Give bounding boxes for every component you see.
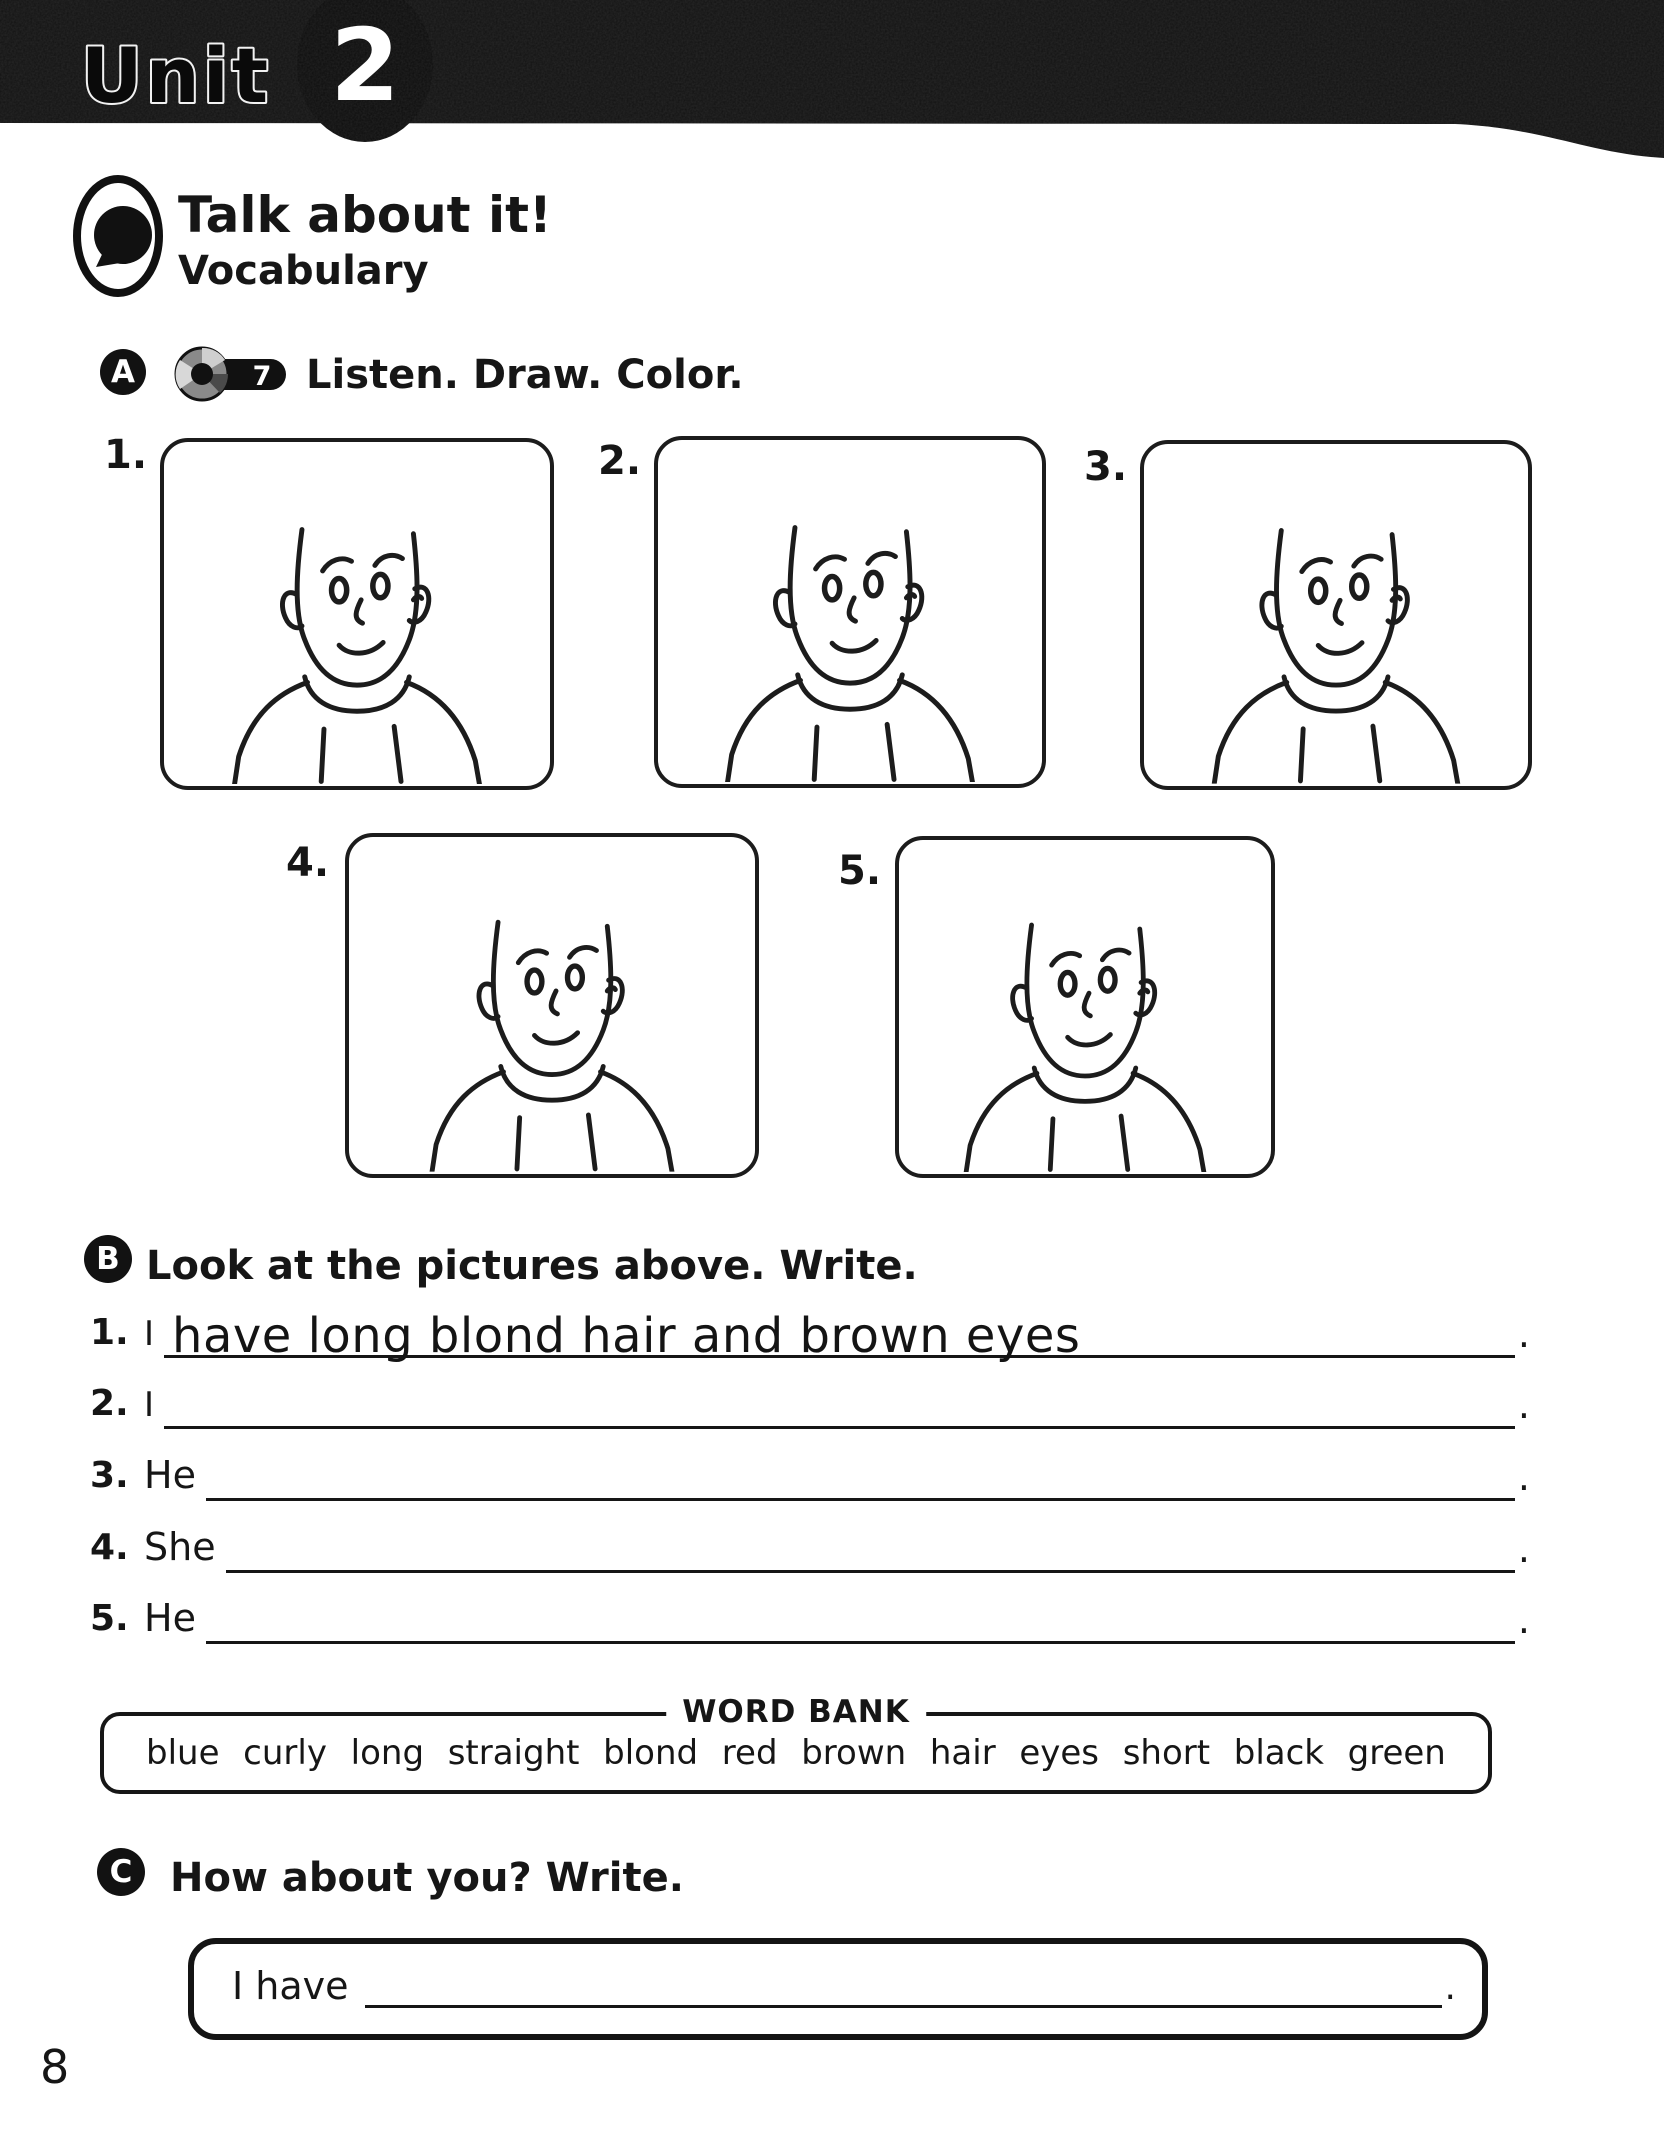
answer-rule [206, 1452, 1515, 1501]
line-number: 1. [90, 1312, 129, 1353]
draw-frame-5 [895, 836, 1275, 1178]
bald-face-drawing [206, 509, 509, 784]
draw-frame-2 [654, 436, 1046, 788]
answer-rule [365, 1995, 1442, 2008]
answer-rule [164, 1380, 1515, 1429]
line-period: . [1444, 1967, 1456, 2008]
word-bank-word: red [721, 1733, 778, 1773]
line-prefix: He [144, 1596, 196, 1640]
page-title: Talk about it! [178, 186, 552, 244]
word-bank-word: blond [603, 1733, 699, 1773]
speech-bubble-icon [70, 172, 166, 302]
answer-rule [164, 1308, 1515, 1364]
page-subtitle: Vocabulary [178, 248, 429, 294]
section-c-instructions: How about you? Write. [170, 1855, 684, 1901]
word-bank-word: green [1347, 1733, 1446, 1773]
word-bank-word: brown [801, 1733, 907, 1773]
word-bank-title: WORD BANK [666, 1694, 926, 1730]
word-bank-word: straight [447, 1733, 580, 1773]
line-period: . [1517, 1527, 1530, 1571]
unit-label: Unit [80, 31, 272, 120]
line-period: . [1517, 1383, 1530, 1427]
frame-number: 4. [286, 840, 330, 886]
word-bank-word: black [1233, 1733, 1324, 1773]
line-number: 3. [90, 1455, 129, 1496]
line-prefix: She [144, 1525, 216, 1569]
unit-number: 2 [330, 7, 400, 124]
line-period: . [1517, 1312, 1530, 1356]
line-prefix: He [144, 1453, 196, 1497]
answer-prompt: I have [232, 1964, 349, 2008]
answer-rule [226, 1524, 1515, 1573]
draw-frame-3 [1140, 440, 1532, 790]
write-line-3 [90, 1455, 1530, 1501]
page-number: 8 [40, 2040, 70, 2094]
frame-number: 2. [598, 438, 642, 484]
word-bank-word: blue [146, 1733, 220, 1773]
section-b-instructions: Look at the pictures above. Write. [146, 1243, 918, 1289]
draw-frame-4 [345, 833, 759, 1178]
word-bank-word: long [350, 1733, 425, 1773]
track-number: 7 [252, 361, 272, 392]
bald-face-drawing [938, 905, 1232, 1172]
bald-face-drawing [1186, 510, 1487, 784]
line-period: . [1517, 1455, 1530, 1499]
line-number: 5. [90, 1598, 129, 1639]
answer-box [188, 1938, 1488, 2040]
word-bank-word: curly [243, 1733, 327, 1773]
section-c-badge: C [97, 1848, 145, 1896]
bald-face-drawing [699, 507, 1002, 782]
line-period: . [1517, 1598, 1530, 1642]
write-line-4 [90, 1527, 1530, 1573]
frame-number: 1. [104, 432, 148, 478]
draw-frame-1 [160, 438, 554, 790]
bald-face-drawing [404, 902, 701, 1172]
word-bank-word: hair [929, 1733, 996, 1773]
line-prefix: I [144, 1385, 155, 1425]
unit-banner [0, 0, 1664, 175]
line-prefix: I [144, 1314, 155, 1354]
section-b-badge: B [84, 1235, 132, 1283]
write-line-5 [90, 1598, 1530, 1644]
word-bank-word: short [1122, 1733, 1211, 1773]
answer-rule [206, 1595, 1515, 1644]
handwritten-answer: have long blond hair and brown eyes [172, 1308, 1081, 1364]
section-a-instructions: Listen. Draw. Color. [306, 352, 744, 398]
frame-number: 3. [1084, 444, 1128, 490]
write-line-2 [90, 1383, 1530, 1429]
write-line-1 [90, 1308, 1530, 1364]
cd-icon [174, 346, 288, 402]
line-number: 2. [90, 1383, 129, 1424]
line-number: 4. [90, 1527, 129, 1568]
word-bank-word: eyes [1019, 1733, 1100, 1773]
section-a-badge: A [100, 349, 146, 395]
word-bank [100, 1694, 1492, 1794]
frame-number: 5. [838, 848, 882, 894]
